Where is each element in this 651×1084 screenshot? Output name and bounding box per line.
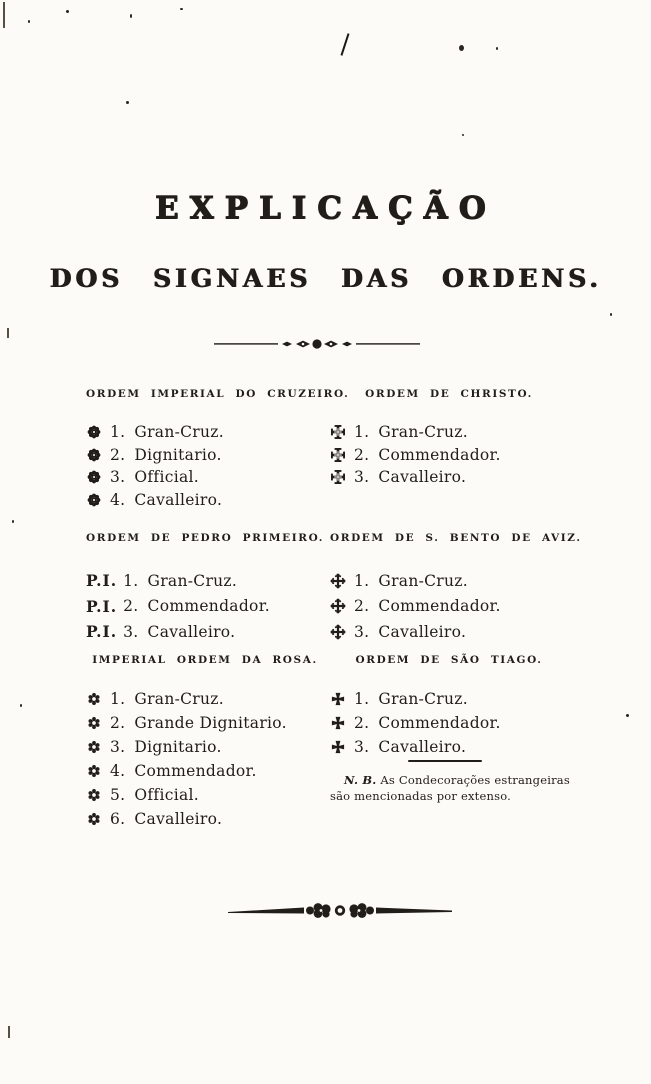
rank-label: Gran-Cruz.: [147, 571, 238, 590]
cruzeiro-rosette-icon: [86, 424, 110, 440]
rank-number: 6.: [110, 810, 126, 828]
rank-item: [86, 444, 324, 467]
rank-label: Cavalleiro.: [378, 622, 467, 641]
scan-speck: [496, 47, 498, 50]
rank-label: Gran-Cruz.: [378, 423, 468, 442]
scan-speck: [459, 45, 464, 51]
rank-number: 3.: [354, 468, 370, 487]
rank-label: Dignitario.: [134, 738, 222, 756]
rank-number: 3.: [110, 738, 126, 756]
rank-label: Cavalleiro.: [147, 622, 236, 641]
scan-speck: [626, 714, 629, 717]
cruzeiro-rosette-icon: [86, 492, 110, 508]
rank-item: [86, 489, 324, 512]
rank-item: [86, 421, 324, 444]
nota-bene: [330, 772, 570, 804]
rank-item: [86, 687, 324, 711]
binding-shadow-mark: [3, 2, 5, 28]
nota-bene-line2: são mencionadas por extenso.: [330, 789, 511, 803]
rank-label: Gran-Cruz.: [378, 571, 468, 590]
scan-speck: [66, 10, 69, 13]
rank-label: Cavalleiro.: [134, 490, 223, 509]
cruzeiro-rosette-icon: [86, 469, 110, 485]
rank-number: 3.: [354, 738, 370, 756]
rank-item: [330, 619, 568, 645]
section-ordem-de-pedro-primeiro: [86, 532, 324, 645]
rank-item: [330, 466, 568, 489]
pedro-primeiro-badge: P.I.: [86, 596, 118, 616]
rank-item: [86, 711, 324, 735]
rank-item: [330, 568, 568, 594]
rank-label: Cavalleiro.: [134, 810, 223, 828]
rank-label: Commendador.: [378, 597, 501, 616]
scan-speck: [126, 101, 129, 104]
rank-number: 2.: [110, 714, 126, 732]
section-header: ORDEM DE SÃO TIAGO.: [355, 654, 543, 666]
rank-number: 1.: [110, 423, 126, 442]
tiago-cross-icon: [330, 739, 354, 755]
rosa-rosette-icon: [86, 739, 110, 755]
rank-label: Cavalleiro.: [378, 738, 467, 756]
rosa-rosette-icon: [86, 691, 110, 707]
section-ordem-de-christo: [330, 388, 568, 489]
page-title: EXPLICAÇÃO: [154, 190, 497, 226]
rank-label: Commendador.: [147, 597, 270, 616]
section-header: ORDEM DE PEDRO PRIMEIRO.: [86, 532, 324, 544]
avis-cross-icon: [330, 624, 354, 640]
rank-number: 3.: [354, 622, 370, 641]
rank-item: [86, 735, 324, 759]
christo-cross-icon: [330, 447, 354, 463]
rank-number: 3.: [110, 468, 126, 487]
rosa-rosette-icon: [86, 763, 110, 779]
rank-label: Official.: [134, 786, 199, 804]
rank-number: 2.: [123, 597, 139, 616]
short-rule: [408, 760, 482, 762]
rosa-rosette-icon: [86, 715, 110, 731]
rank-item: [86, 466, 324, 489]
rank-item: [86, 807, 324, 831]
section-ordem-de-s-bento-de-aviz: [330, 532, 582, 645]
ornamental-divider: [214, 336, 420, 352]
rank-number: 2.: [110, 445, 126, 464]
rank-item: [330, 444, 568, 467]
page-subtitle: DOS SIGNAES DAS ORDENS.: [49, 264, 602, 293]
rank-label: Official.: [134, 468, 199, 487]
rank-item: [86, 783, 324, 807]
rank-number: 4.: [110, 490, 126, 509]
nb-abbreviation: N. B.: [344, 773, 377, 787]
scan-speck: [20, 704, 22, 707]
section-ordem-de-sao-tiago: [330, 654, 568, 759]
rank-number: 1.: [354, 571, 370, 590]
avis-cross-icon: [330, 573, 354, 589]
pedro-primeiro-badge: P.I.: [86, 622, 118, 642]
rank-number: 1.: [354, 423, 370, 442]
section-header: ORDEM DE S. BENTO DE AVIZ.: [330, 532, 582, 544]
binding-shadow-mark: [8, 1026, 10, 1038]
tiago-cross-icon: [330, 715, 354, 731]
rank-label: Commendador.: [378, 445, 501, 464]
rank-label: Commendador.: [378, 714, 501, 732]
rank-label: Gran-Cruz.: [134, 690, 224, 708]
rank-list: [330, 687, 568, 759]
rank-item: [86, 759, 324, 783]
rank-number: 1.: [110, 690, 126, 708]
section-header: ORDEM DE CHRISTO.: [365, 388, 533, 400]
rank-list: [330, 568, 568, 645]
section-header: IMPERIAL ORDEM DA ROSA.: [92, 654, 318, 666]
scan-speck: [12, 520, 14, 523]
rank-number: 4.: [110, 762, 126, 780]
rank-number: 5.: [110, 786, 126, 804]
rank-list: [86, 568, 324, 645]
binding-shadow-mark: [7, 328, 9, 338]
section-ordem-imperial-do-cruzeiro: [86, 388, 350, 511]
rank-item: [86, 619, 324, 645]
rank-number: 1.: [354, 690, 370, 708]
ornamental-tailpiece: [226, 898, 454, 924]
rank-label: Dignitario.: [134, 445, 222, 464]
pedro-primeiro-badge: P.I.: [86, 571, 118, 591]
rank-item: [330, 687, 568, 711]
scan-speck: [610, 313, 612, 316]
rank-item: [86, 568, 324, 594]
tiago-cross-icon: [330, 691, 354, 707]
rank-list: [330, 421, 568, 489]
rank-item: [330, 735, 568, 759]
rank-label: Gran-Cruz.: [134, 423, 224, 442]
rank-number: 1.: [123, 571, 139, 590]
rank-item: [86, 594, 324, 620]
rank-label: Commendador.: [134, 762, 257, 780]
stray-pen-mark: [340, 33, 349, 55]
rank-number: 2.: [354, 714, 370, 732]
rank-number: 2.: [354, 445, 370, 464]
christo-cross-icon: [330, 424, 354, 440]
scan-speck: [28, 20, 30, 23]
rank-item: [330, 421, 568, 444]
rank-label: Grande Dignitario.: [134, 714, 287, 732]
nota-bene-line1: [330, 772, 570, 788]
rank-list: [86, 687, 324, 831]
rank-label: Cavalleiro.: [378, 468, 467, 487]
section-imperial-ordem-da-rosa: [86, 654, 324, 831]
scan-speck: [462, 134, 464, 136]
rosa-rosette-icon: [86, 811, 110, 827]
rank-label: Gran-Cruz.: [378, 690, 468, 708]
rosa-rosette-icon: [86, 787, 110, 803]
scan-speck: [130, 14, 132, 18]
scan-speck: [180, 8, 183, 10]
rank-item: [330, 594, 568, 620]
avis-cross-icon: [330, 598, 354, 614]
rank-item: [330, 711, 568, 735]
cruzeiro-rosette-icon: [86, 447, 110, 463]
rank-list: [86, 421, 324, 511]
rank-number: 3.: [123, 622, 139, 641]
section-header: ORDEM IMPERIAL DO CRUZEIRO.: [86, 388, 350, 400]
rank-number: 2.: [354, 597, 370, 616]
christo-cross-icon: [330, 469, 354, 485]
nb-text1: As Condecorações estrangeiras: [380, 773, 570, 787]
